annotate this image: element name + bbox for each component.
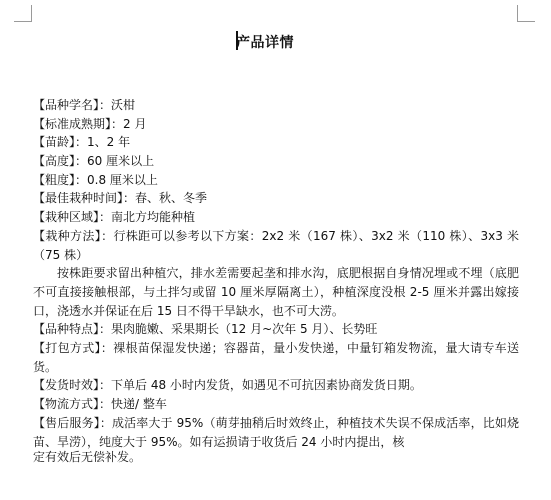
line-region[interactable]: 【栽种区域】：南北方均能种植 bbox=[33, 210, 196, 225]
paragraph-after-sales[interactable]: 【售后服务】：成活率大于 95%（萌芽抽稍后时效终止，种植技术失误不保成活率，比如烧苗、旱涝），纯度大于 95%。如有运损请于收货后 24 小时内提出，核 bbox=[33, 415, 519, 449]
corner-crop-mark-left-horizontal bbox=[14, 21, 32, 22]
line-thickness[interactable]: 【粗度】：0.8 厘米以上 bbox=[33, 172, 158, 187]
paragraph-method-note[interactable]: 按株距要求留出种植穴，排水差需要起垄和排水沟，底肥根据自身情况埋或不埋（底肥不可直接接触根部，与土拌匀或留 10 厘米厚隔离土），种植深度没根 2-5 厘米并露出嫁接口，浇透水并保证在后 15 日不得干旱缺水，也不可大涝。 bbox=[33, 266, 519, 318]
corner-crop-mark-right bbox=[517, 5, 518, 21]
line-after-sales-tail[interactable]: 定有效后无偿补发。 bbox=[33, 450, 142, 464]
line-logistics[interactable]: 【物流方式】：快递/ 整车 bbox=[33, 397, 167, 412]
line-shipping-time[interactable]: 【发货时效】：下单后 48 小时内发货，如遇见不可抗因素协商发货日期。 bbox=[33, 378, 422, 393]
line-season[interactable]: 【最佳栽种时间】：春、秋、冬季 bbox=[33, 191, 208, 206]
document-body[interactable] bbox=[33, 96, 519, 451]
line-age[interactable]: 【苗龄】：1、2 年 bbox=[33, 135, 131, 150]
corner-crop-mark-left bbox=[31, 5, 32, 21]
line-variety[interactable]: 【品种学名】：沃柑 bbox=[33, 98, 136, 112]
line-features[interactable]: 【品种特点】：果肉脆嫩、采果期长（12 月~次年 5 月）、长势旺 bbox=[33, 322, 378, 337]
paragraph-method[interactable]: 【栽种方法】：行株距可以参考以下方案：2x2 米（167 株）、3x2 米（110 株）、3x3 米（75 株） bbox=[33, 228, 519, 262]
line-maturity[interactable]: 【标准成熟期】：2 月 bbox=[33, 116, 147, 131]
line-height[interactable]: 【高度】：60 厘米以上 bbox=[33, 154, 155, 169]
document-title[interactable]: 产品详情 bbox=[236, 35, 294, 51]
paragraph-packing[interactable]: 【打包方式】：裸根苗保湿发快递；容器苗，量小发快递，中量钉箱发物流，量大请专车送货。 bbox=[33, 341, 519, 374]
corner-crop-mark-right-horizontal bbox=[517, 21, 535, 22]
